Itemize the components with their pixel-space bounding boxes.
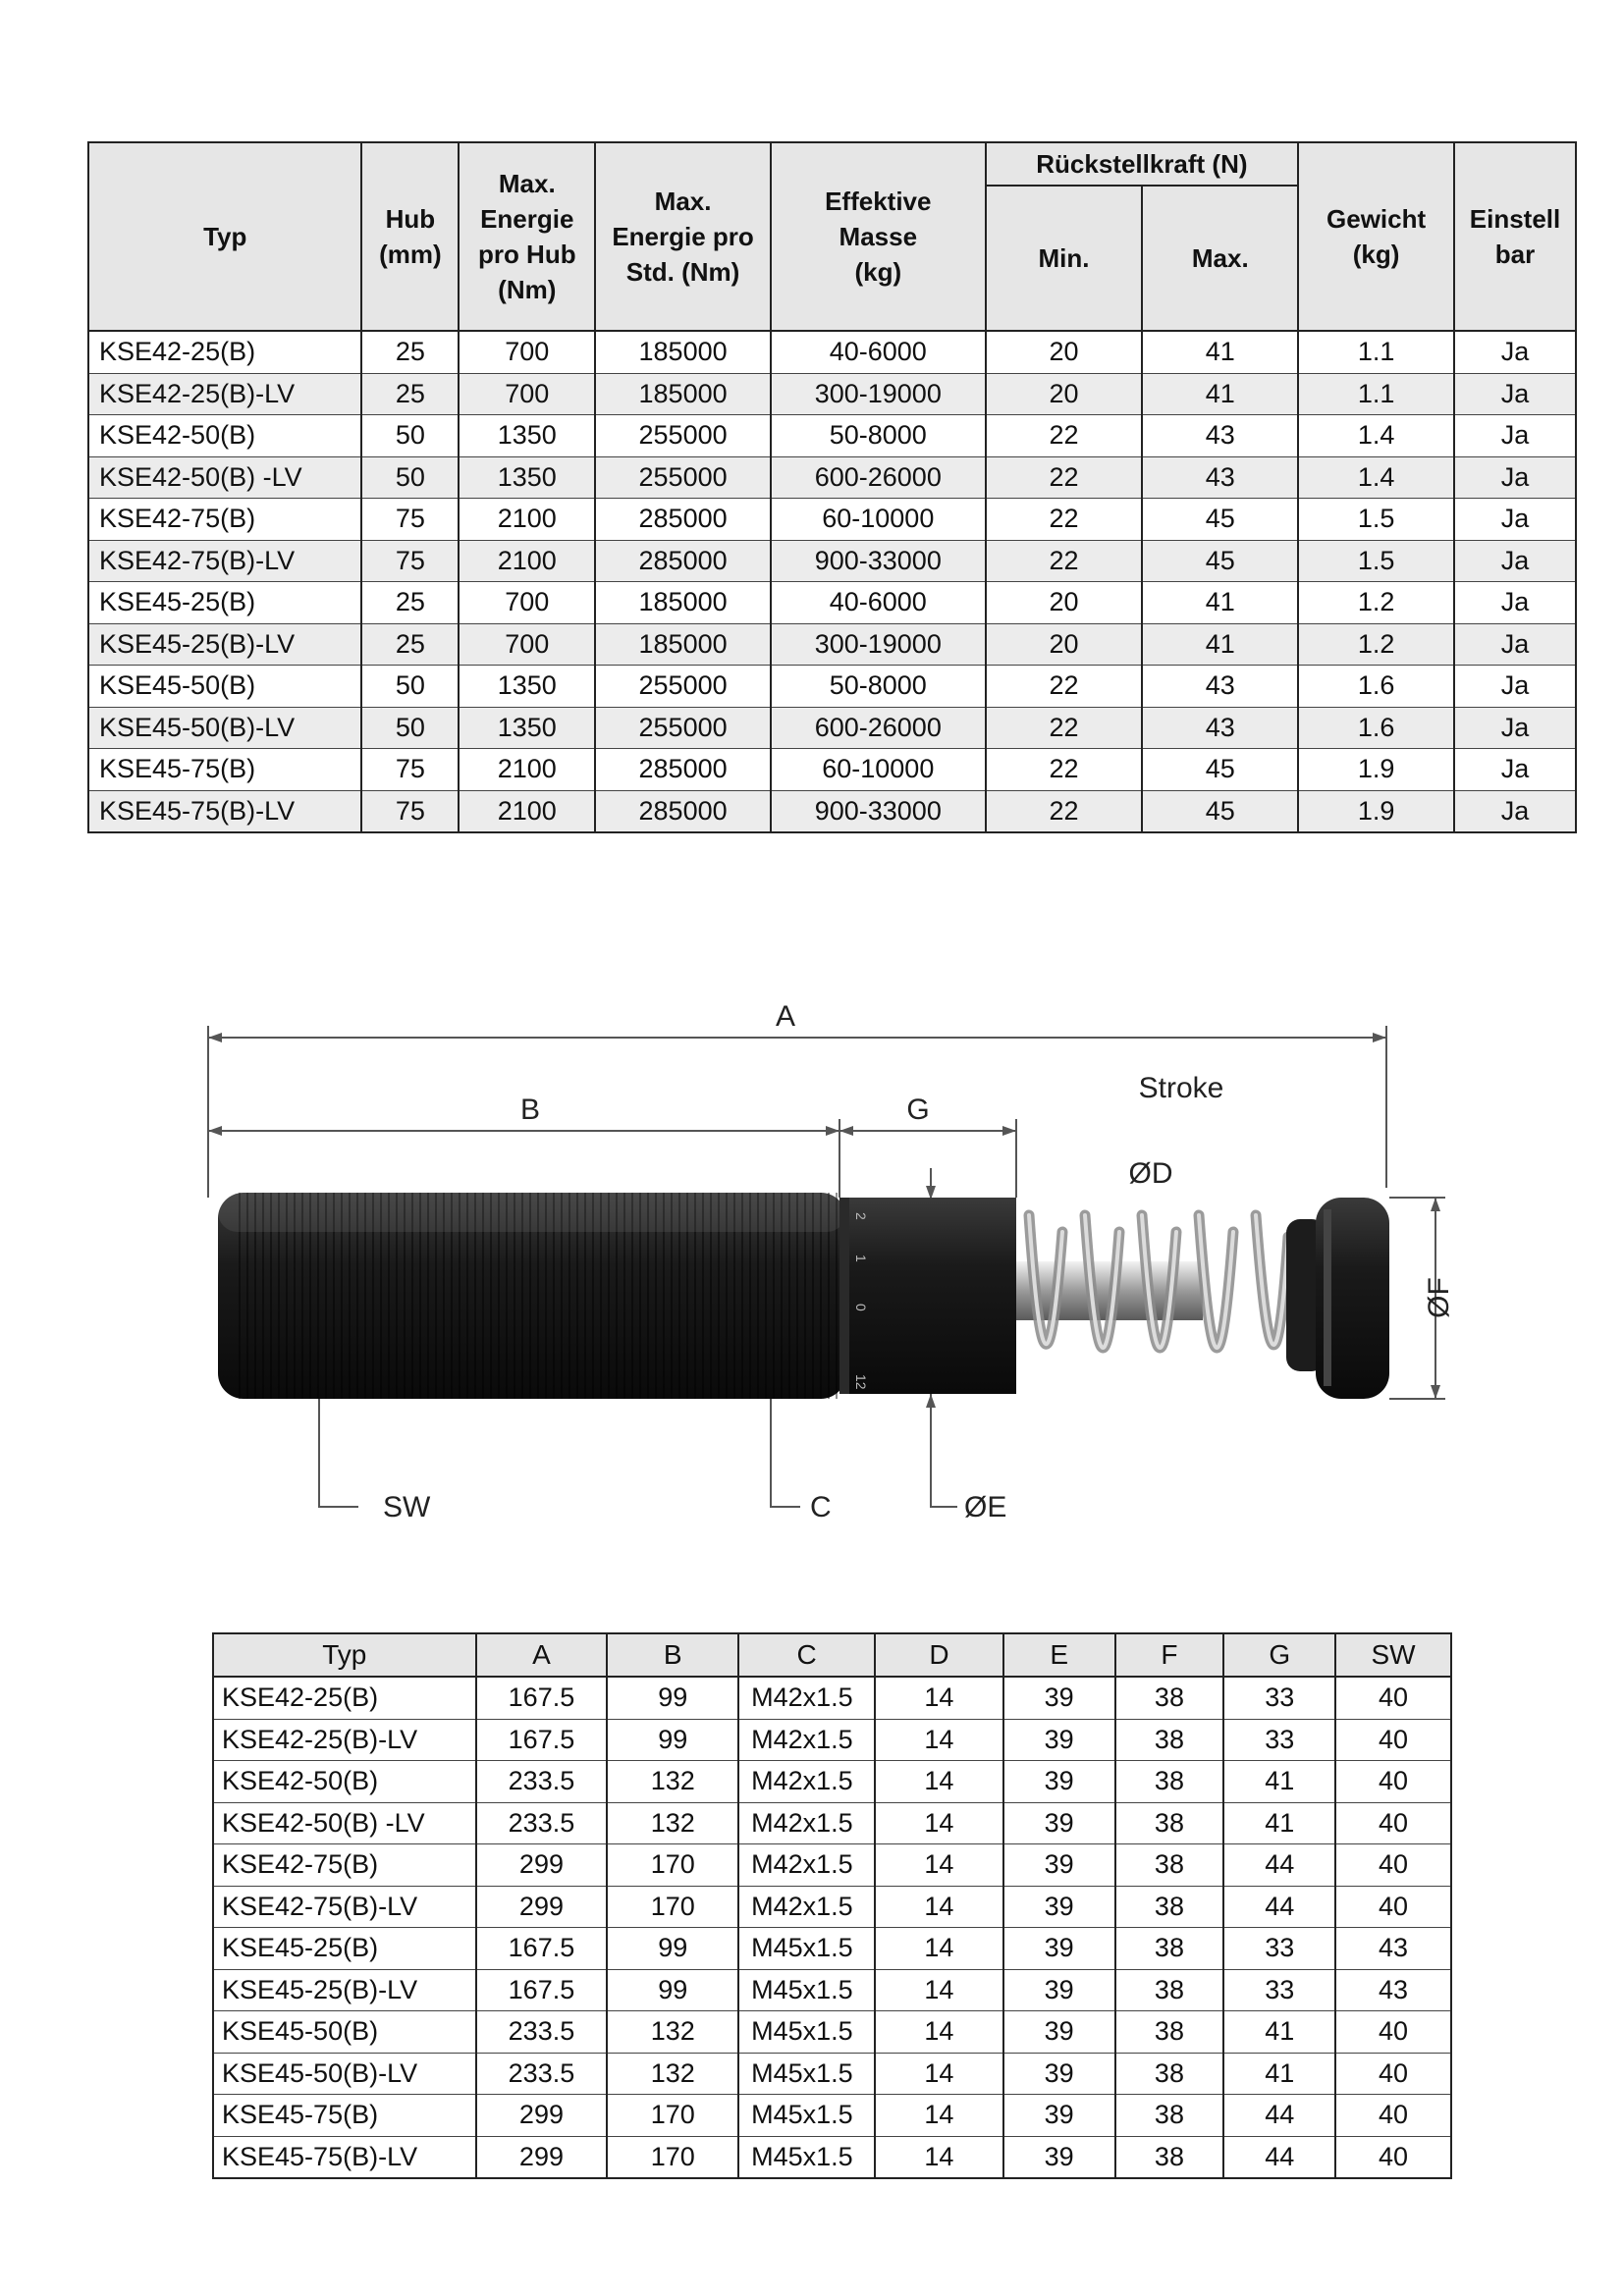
dim-cell: 132 — [607, 1761, 738, 1803]
dim-cell: 14 — [875, 1844, 1003, 1887]
spec-cell: 22 — [986, 790, 1143, 832]
spec-cell: 600-26000 — [771, 456, 986, 499]
dim-header-cell: F — [1115, 1633, 1224, 1677]
spec-cell: 22 — [986, 749, 1143, 791]
spec-cell: 45 — [1142, 499, 1298, 541]
dim-cell: 167.5 — [476, 1677, 608, 1719]
dim-row — [213, 2095, 1451, 2137]
dim-cell: 299 — [476, 2136, 608, 2178]
header-gewicht: Gewicht (kg) — [1298, 142, 1454, 331]
dim-cell: KSE42-25(B)-LV — [213, 1719, 476, 1761]
dim-cell: 38 — [1115, 2095, 1224, 2137]
dim-cell: 40 — [1335, 1886, 1451, 1928]
dim-row — [213, 1969, 1451, 2011]
spec-row — [88, 415, 1576, 457]
spec-cell: Ja — [1454, 540, 1576, 582]
spec-cell: 1.6 — [1298, 707, 1454, 749]
dim-row — [213, 1928, 1451, 1970]
spec-cell: 1.4 — [1298, 415, 1454, 457]
spec-cell: Ja — [1454, 790, 1576, 832]
dim-cell: 132 — [607, 2053, 738, 2095]
spec-cell: 285000 — [595, 540, 771, 582]
dim-header-cell: SW — [1335, 1633, 1451, 1677]
spec-cell: 50 — [361, 666, 459, 708]
spec-cell: 45 — [1142, 790, 1298, 832]
dim-cell: 170 — [607, 1886, 738, 1928]
spec-cell: 25 — [361, 331, 459, 373]
dim-cell: 38 — [1115, 1969, 1224, 2011]
spec-cell: 20 — [986, 331, 1143, 373]
spec-cell: 2100 — [459, 749, 595, 791]
dim-cell: 39 — [1003, 2011, 1115, 2054]
spec-cell: 60-10000 — [771, 749, 986, 791]
dim-cell: 40 — [1335, 2095, 1451, 2137]
dim-cell: 39 — [1003, 1844, 1115, 1887]
collar-mark: 2 — [853, 1212, 869, 1220]
dim-cell: 299 — [476, 1844, 608, 1887]
dim-cell: 38 — [1115, 1928, 1224, 1970]
dim-cell: M42x1.5 — [738, 1761, 875, 1803]
spec-cell: 41 — [1142, 582, 1298, 624]
spec-cell: 285000 — [595, 749, 771, 791]
spec-cell: 43 — [1142, 456, 1298, 499]
spec-cell: 41 — [1142, 623, 1298, 666]
dim-cell: 299 — [476, 1886, 608, 1928]
collar-mark: 12 — [853, 1374, 869, 1390]
dim-label-f: ØF — [1423, 1277, 1455, 1318]
dim-cell: KSE42-50(B) -LV — [213, 1802, 476, 1844]
dim-header-cell: B — [607, 1633, 738, 1677]
dim-label-d: ØD — [1128, 1157, 1173, 1190]
dim-cell: 38 — [1115, 2136, 1224, 2178]
spec-cell: Ja — [1454, 666, 1576, 708]
dim-cell: 38 — [1115, 1886, 1224, 1928]
dim-cell: 39 — [1003, 1969, 1115, 2011]
spec-cell: 22 — [986, 456, 1143, 499]
spec-cell: 41 — [1142, 373, 1298, 415]
spec-cell: 22 — [986, 499, 1143, 541]
collar-mark: 0 — [853, 1304, 869, 1311]
dim-cell: 44 — [1223, 2136, 1335, 2178]
dim-cell: KSE45-50(B)-LV — [213, 2053, 476, 2095]
spec-cell: 50-8000 — [771, 666, 986, 708]
spec-cell: 60-10000 — [771, 499, 986, 541]
spec-cell: 700 — [459, 623, 595, 666]
spec-cell: 1.5 — [1298, 540, 1454, 582]
spec-cell: KSE45-50(B) — [88, 666, 361, 708]
spec-cell: KSE42-25(B)-LV — [88, 373, 361, 415]
spec-row — [88, 373, 1576, 415]
spec-cell: KSE45-25(B)-LV — [88, 623, 361, 666]
header-energie-hub: Max. Energie pro Hub (Nm) — [459, 142, 595, 331]
spec-cell: Ja — [1454, 331, 1576, 373]
spec-cell: 1.2 — [1298, 623, 1454, 666]
dim-cell: 43 — [1335, 1969, 1451, 2011]
spec-cell: 45 — [1142, 749, 1298, 791]
dim-cell: 233.5 — [476, 2053, 608, 2095]
spec-cell: 700 — [459, 331, 595, 373]
dim-cell: M45x1.5 — [738, 2095, 875, 2137]
dim-cell: 40 — [1335, 2136, 1451, 2178]
spec-cell: Ja — [1454, 582, 1576, 624]
dim-row — [213, 1761, 1451, 1803]
dim-cell: M42x1.5 — [738, 1802, 875, 1844]
spec-cell: Ja — [1454, 623, 1576, 666]
spec-cell: 20 — [986, 623, 1143, 666]
spec-cell: Ja — [1454, 749, 1576, 791]
dim-cell: 233.5 — [476, 2011, 608, 2054]
header-min: Min. — [986, 186, 1143, 331]
spec-row — [88, 623, 1576, 666]
dim-cell: 38 — [1115, 1677, 1224, 1719]
spec-cell: 255000 — [595, 666, 771, 708]
dim-cell: 14 — [875, 1928, 1003, 1970]
spec-cell: 20 — [986, 373, 1143, 415]
dim-cell: 39 — [1003, 2136, 1115, 2178]
dim-header-cell: C — [738, 1633, 875, 1677]
dim-row — [213, 2053, 1451, 2095]
dimension-table-body — [213, 1677, 1451, 2178]
header-max: Max. — [1142, 186, 1298, 331]
dim-cell: 38 — [1115, 2053, 1224, 2095]
spec-cell: 2100 — [459, 790, 595, 832]
dim-cell: 99 — [607, 1719, 738, 1761]
spec-cell: 285000 — [595, 499, 771, 541]
dim-cell: 14 — [875, 2053, 1003, 2095]
dim-cell: 132 — [607, 1802, 738, 1844]
dim-cell: 41 — [1223, 2053, 1335, 2095]
spec-cell: 1350 — [459, 707, 595, 749]
header-rueckstellkraft: Rückstellkraft (N) — [986, 142, 1299, 186]
dim-cell: 39 — [1003, 1928, 1115, 1970]
dim-cell: 38 — [1115, 1844, 1224, 1887]
dim-header-cell: G — [1223, 1633, 1335, 1677]
dim-cell: 39 — [1003, 1677, 1115, 1719]
dim-cell: 167.5 — [476, 1928, 608, 1970]
spec-cell: 45 — [1142, 540, 1298, 582]
spec-cell: 1.2 — [1298, 582, 1454, 624]
dim-cell: 38 — [1115, 2011, 1224, 2054]
dim-row — [213, 2136, 1451, 2178]
dim-label-g: G — [906, 1094, 930, 1126]
spec-cell: 22 — [986, 707, 1143, 749]
spec-cell: 40-6000 — [771, 331, 986, 373]
dim-cell: 170 — [607, 2136, 738, 2178]
dim-cell: 39 — [1003, 1719, 1115, 1761]
dim-cell: KSE42-75(B) — [213, 1844, 476, 1887]
dim-cell: M45x1.5 — [738, 2053, 875, 2095]
dim-cell: KSE42-25(B) — [213, 1677, 476, 1719]
dim-cell: M45x1.5 — [738, 1928, 875, 1970]
dim-cell: M45x1.5 — [738, 1969, 875, 2011]
spec-row — [88, 456, 1576, 499]
dim-cell: 44 — [1223, 2095, 1335, 2137]
spec-cell: KSE42-75(B) — [88, 499, 361, 541]
spec-cell: 43 — [1142, 415, 1298, 457]
spec-cell: 41 — [1142, 331, 1298, 373]
dim-row — [213, 1719, 1451, 1761]
spec-cell: Ja — [1454, 373, 1576, 415]
spec-cell: 300-19000 — [771, 373, 986, 415]
dim-cell: 14 — [875, 1802, 1003, 1844]
dim-cell: M45x1.5 — [738, 2011, 875, 2054]
dim-row — [213, 2011, 1451, 2054]
header-masse: Effektive Masse (kg) — [771, 142, 986, 331]
spec-cell: 700 — [459, 373, 595, 415]
dim-cell: 14 — [875, 1761, 1003, 1803]
header-hub: Hub (mm) — [361, 142, 459, 331]
spec-cell: 600-26000 — [771, 707, 986, 749]
spec-row — [88, 707, 1576, 749]
dim-cell: M42x1.5 — [738, 1844, 875, 1887]
dim-cell: 39 — [1003, 1802, 1115, 1844]
spec-cell: 75 — [361, 499, 459, 541]
dim-cell: 33 — [1223, 1928, 1335, 1970]
spec-cell: 1.9 — [1298, 790, 1454, 832]
dim-cell: 33 — [1223, 1677, 1335, 1719]
dim-cell: 40 — [1335, 1677, 1451, 1719]
dim-cell: KSE42-50(B) — [213, 1761, 476, 1803]
spec-cell: 25 — [361, 582, 459, 624]
dim-cell: 41 — [1223, 1802, 1335, 1844]
spec-row — [88, 582, 1576, 624]
spec-cell: 50 — [361, 415, 459, 457]
dim-cell: M42x1.5 — [738, 1677, 875, 1719]
dim-label-e: ØE — [964, 1491, 1007, 1523]
dim-cell: 99 — [607, 1677, 738, 1719]
dim-cell: 132 — [607, 2011, 738, 2054]
header-einstellbar: Einstell bar — [1454, 142, 1576, 331]
dim-cell: 233.5 — [476, 1802, 608, 1844]
spec-cell: 1.9 — [1298, 749, 1454, 791]
spec-cell: 185000 — [595, 373, 771, 415]
spec-cell: KSE45-50(B)-LV — [88, 707, 361, 749]
spec-cell: 255000 — [595, 707, 771, 749]
spec-cell: 300-19000 — [771, 623, 986, 666]
collar-mark: 1 — [853, 1255, 869, 1262]
spec-cell: 1.6 — [1298, 666, 1454, 708]
dim-cell: KSE45-50(B) — [213, 2011, 476, 2054]
header-energie-std: Max. Energie pro Std. (Nm) — [595, 142, 771, 331]
spec-cell: 700 — [459, 582, 595, 624]
spec-cell: KSE45-75(B) — [88, 749, 361, 791]
dim-cell: 233.5 — [476, 1761, 608, 1803]
spec-cell: 255000 — [595, 415, 771, 457]
dim-cell: 170 — [607, 2095, 738, 2137]
dim-cell: 38 — [1115, 1802, 1224, 1844]
dim-cell: 43 — [1335, 1928, 1451, 1970]
dim-cell: 14 — [875, 2095, 1003, 2137]
dim-label-c: C — [810, 1491, 832, 1523]
spec-cell: 40-6000 — [771, 582, 986, 624]
spec-row — [88, 749, 1576, 791]
dim-cell: 44 — [1223, 1844, 1335, 1887]
dim-cell: 38 — [1115, 1761, 1224, 1803]
dim-cell: KSE45-25(B)-LV — [213, 1969, 476, 2011]
dim-cell: 40 — [1335, 2011, 1451, 2054]
spec-cell: 185000 — [595, 582, 771, 624]
dim-cell: M42x1.5 — [738, 1719, 875, 1761]
dim-cell: 14 — [875, 1886, 1003, 1928]
dim-cell: KSE45-25(B) — [213, 1928, 476, 1970]
spec-cell: Ja — [1454, 499, 1576, 541]
dim-label-a: A — [775, 1000, 796, 1033]
dim-cell: 39 — [1003, 1886, 1115, 1928]
dim-cell: 41 — [1223, 1761, 1335, 1803]
dim-cell: 99 — [607, 1928, 738, 1970]
dim-row — [213, 1677, 1451, 1719]
dimension-table-header — [213, 1633, 1451, 1677]
dim-cell: 40 — [1335, 1761, 1451, 1803]
dim-cell: 40 — [1335, 1844, 1451, 1887]
spec-row — [88, 666, 1576, 708]
dim-cell: 44 — [1223, 1886, 1335, 1928]
dim-cell: M42x1.5 — [738, 1886, 875, 1928]
dim-cell: 299 — [476, 2095, 608, 2137]
spec-row — [88, 499, 1576, 541]
spec-cell: 1350 — [459, 456, 595, 499]
spec-cell: 25 — [361, 373, 459, 415]
dim-cell: 14 — [875, 2136, 1003, 2178]
dim-header-cell: D — [875, 1633, 1003, 1677]
spec-cell: 1.4 — [1298, 456, 1454, 499]
dim-cell: 40 — [1335, 1719, 1451, 1761]
spec-cell: 2100 — [459, 540, 595, 582]
dim-cell: 33 — [1223, 1719, 1335, 1761]
dim-cell: 39 — [1003, 1761, 1115, 1803]
spec-cell: 43 — [1142, 707, 1298, 749]
dimension-table — [212, 1632, 1452, 2179]
dim-cell: 39 — [1003, 2095, 1115, 2137]
dim-cell: 14 — [875, 2011, 1003, 2054]
spec-row — [88, 540, 1576, 582]
dim-label-stroke: Stroke — [1138, 1072, 1224, 1104]
dim-cell: 39 — [1003, 2053, 1115, 2095]
dim-cell: 14 — [875, 1969, 1003, 2011]
dim-cell: 167.5 — [476, 1969, 608, 2011]
spec-cell: 1350 — [459, 666, 595, 708]
spec-cell: KSE45-25(B) — [88, 582, 361, 624]
spec-cell: 255000 — [595, 456, 771, 499]
dim-row — [213, 1886, 1451, 1928]
spec-cell: 43 — [1142, 666, 1298, 708]
dim-cell: KSE42-75(B)-LV — [213, 1886, 476, 1928]
dim-cell: 14 — [875, 1677, 1003, 1719]
spec-cell: 1350 — [459, 415, 595, 457]
spec-cell: 75 — [361, 790, 459, 832]
dim-cell: 33 — [1223, 1969, 1335, 2011]
spec-cell: 50 — [361, 707, 459, 749]
spec-cell: 75 — [361, 749, 459, 791]
dim-cell: 99 — [607, 1969, 738, 2011]
header-typ: Typ — [88, 142, 361, 331]
dim-header-cell: A — [476, 1633, 608, 1677]
spec-cell: 50-8000 — [771, 415, 986, 457]
spec-row — [88, 331, 1576, 373]
dim-row — [213, 1802, 1451, 1844]
dim-header-cell: E — [1003, 1633, 1115, 1677]
spec-cell: 20 — [986, 582, 1143, 624]
spec-cell: 50 — [361, 456, 459, 499]
spec-cell: 1.1 — [1298, 331, 1454, 373]
dim-cell: 40 — [1335, 2053, 1451, 2095]
end-cap — [1286, 1198, 1389, 1399]
dim-cell: 38 — [1115, 1719, 1224, 1761]
spec-cell: Ja — [1454, 415, 1576, 457]
spec-cell: 185000 — [595, 331, 771, 373]
spec-table — [87, 141, 1577, 833]
adjustment-collar — [839, 1198, 1016, 1394]
dim-cell: 170 — [607, 1844, 738, 1887]
spec-cell: 22 — [986, 666, 1143, 708]
spec-cell: 900-33000 — [771, 790, 986, 832]
spec-cell: KSE45-75(B)-LV — [88, 790, 361, 832]
dim-cell: 41 — [1223, 2011, 1335, 2054]
dim-row — [213, 1844, 1451, 1887]
dim-cell: 167.5 — [476, 1719, 608, 1761]
dim-cell: M45x1.5 — [738, 2136, 875, 2178]
spec-cell: KSE42-50(B) — [88, 415, 361, 457]
spec-cell: KSE42-25(B) — [88, 331, 361, 373]
spec-cell: 1.1 — [1298, 373, 1454, 415]
dim-cell: KSE45-75(B) — [213, 2095, 476, 2137]
dim-label-sw: SW — [383, 1491, 431, 1523]
spec-cell: 285000 — [595, 790, 771, 832]
spec-cell: KSE42-50(B) -LV — [88, 456, 361, 499]
spec-cell: 185000 — [595, 623, 771, 666]
spec-cell: 900-33000 — [771, 540, 986, 582]
dim-header-cell: Typ — [213, 1633, 476, 1677]
spec-cell: 1.5 — [1298, 499, 1454, 541]
spec-table-body — [88, 331, 1576, 832]
spec-cell: KSE42-75(B)-LV — [88, 540, 361, 582]
spec-cell: Ja — [1454, 707, 1576, 749]
spec-cell: 2100 — [459, 499, 595, 541]
dim-cell: 14 — [875, 1719, 1003, 1761]
dim-label-b: B — [519, 1094, 541, 1126]
threaded-body — [218, 1193, 846, 1399]
spec-cell: 22 — [986, 415, 1143, 457]
dim-cell: KSE45-75(B)-LV — [213, 2136, 476, 2178]
spec-cell: 22 — [986, 540, 1143, 582]
dim-cell: 40 — [1335, 1802, 1451, 1844]
spec-cell: 25 — [361, 623, 459, 666]
spec-cell: Ja — [1454, 456, 1576, 499]
spec-row — [88, 790, 1576, 832]
shock-absorber-drawing — [196, 991, 1473, 1561]
spec-cell: 75 — [361, 540, 459, 582]
